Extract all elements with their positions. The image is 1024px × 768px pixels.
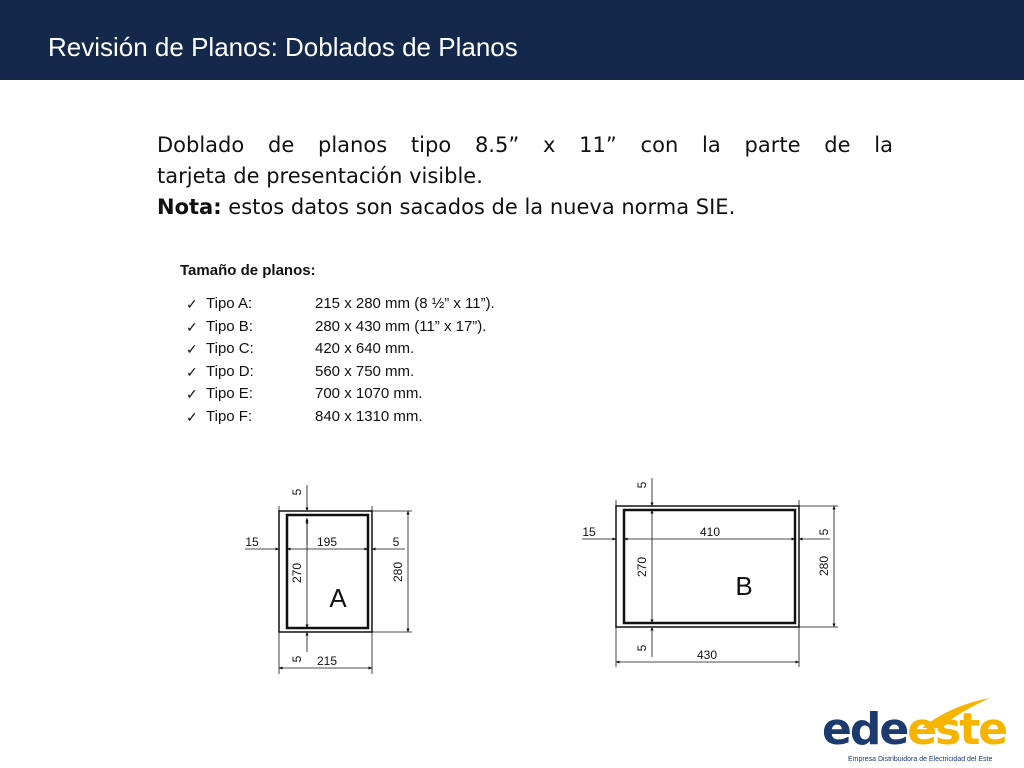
check-icon: ✓ — [186, 386, 198, 402]
drawing-a-label: A — [329, 583, 347, 613]
check-icon: ✓ — [186, 296, 198, 312]
dim-b-outer-height: 280 — [817, 555, 831, 577]
dim-a-outer-width: 215 — [316, 654, 338, 668]
slide-title: Revisión de Planos: Doblados de Planos — [48, 32, 518, 62]
sizes-title: Tamaño de planos: — [180, 262, 316, 279]
size-value: 700 x 1070 mm. — [315, 385, 423, 402]
dim-b-right: 5 — [817, 528, 831, 536]
logo-wordmark: edeeste — [822, 704, 1007, 755]
body-line-2: tarjeta de presentación visible. — [157, 164, 483, 188]
dim-a-outer-height: 280 — [391, 561, 405, 583]
size-name: Tipo E: — [206, 385, 253, 402]
drawing-b — [582, 478, 838, 667]
company-logo — [822, 694, 1022, 766]
dim-b-left: 15 — [582, 525, 596, 539]
dim-a-inner-width: 195 — [316, 535, 338, 549]
dim-a-right: 5 — [392, 535, 400, 549]
check-icon: ✓ — [186, 318, 198, 335]
size-name: Tipo D: — [206, 362, 254, 380]
check-icon: ✓ — [186, 363, 198, 380]
dim-a-left: 15 — [245, 535, 259, 549]
dim-a-inner-height: 270 — [290, 562, 304, 584]
size-name: Tipo B: — [206, 317, 253, 335]
check-icon: ✓ — [186, 341, 198, 357]
dim-a-top: 5 — [290, 488, 304, 496]
dim-b-inner-width: 410 — [699, 525, 721, 539]
logo-tagline: Empresa Distribuidora de Electricidad del Este — [848, 756, 993, 763]
size-name: Tipo F: — [206, 407, 253, 425]
dim-b-top: 5 — [635, 481, 649, 489]
size-value: 840 x 1310 mm. — [315, 407, 423, 425]
dim-b-outer-width: 430 — [696, 648, 718, 662]
dim-b-bottom: 5 — [635, 644, 649, 652]
note-label: Nota: — [157, 195, 222, 219]
note-text: estos datos son sacados de la nueva norma SIE. — [221, 195, 736, 219]
body-line-1: Doblado de planos tipo 8.5” x 11” con la parte de la — [157, 133, 893, 157]
size-value: 280 x 430 mm (11” x 17”). — [315, 317, 487, 335]
drawing-b-label: B — [735, 571, 753, 601]
size-name: Tipo C: — [206, 340, 254, 357]
size-value: 560 x 750 mm. — [315, 362, 415, 380]
size-value: 215 x 280 mm (8 ½” x 11”). — [315, 295, 495, 312]
size-value: 420 x 640 mm. — [315, 340, 415, 357]
check-icon: ✓ — [186, 408, 198, 425]
dim-b-inner-height: 270 — [635, 556, 649, 578]
drawing-a — [245, 485, 412, 674]
size-name: Tipo A: — [206, 295, 253, 312]
dim-a-bottom: 5 — [290, 655, 304, 663]
